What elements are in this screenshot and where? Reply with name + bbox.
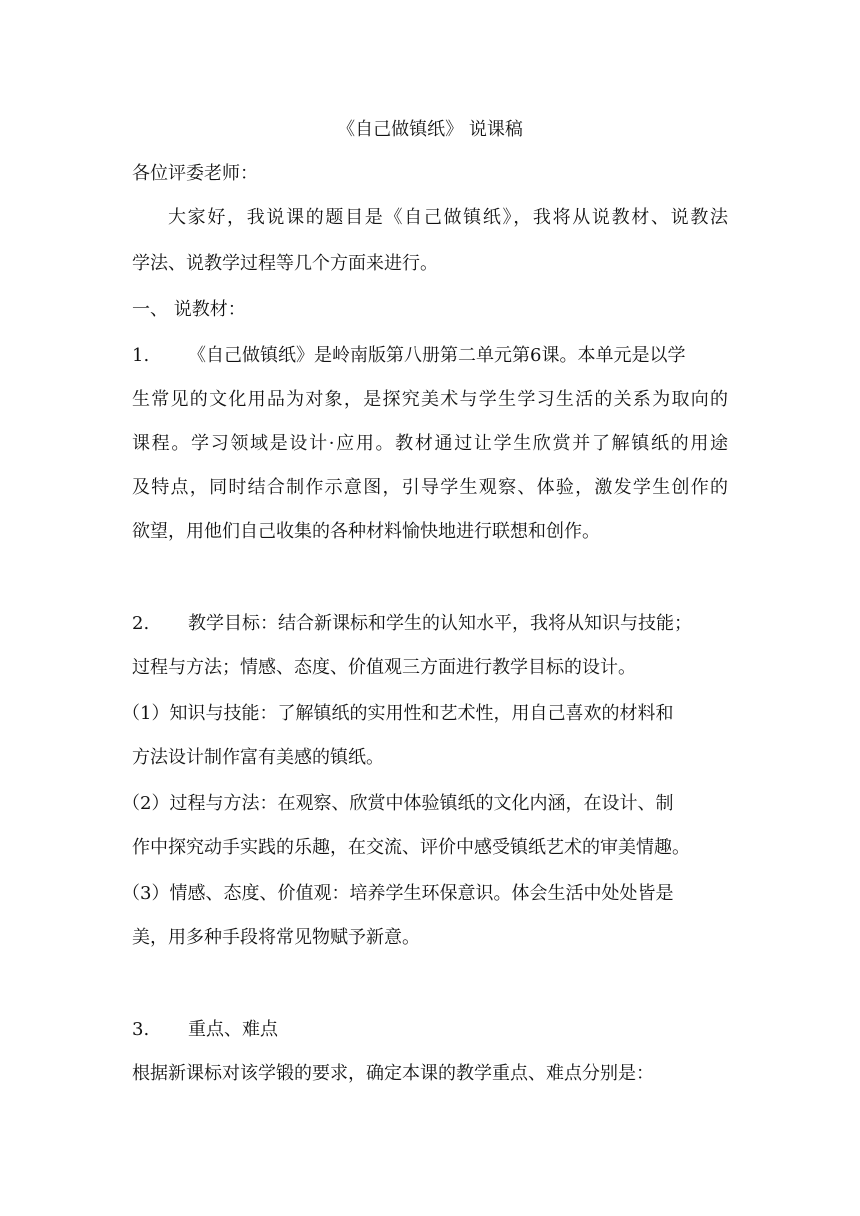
item-1-text: 《自己做镇纸》是岭南版第八册第二单元第6课。本单元是以学: [188, 345, 686, 366]
item-2-number: 2.: [132, 613, 150, 634]
item-1-line: 生常见的文化用品为对象，是探究美术与学生学习生活的关系为取向的: [132, 389, 728, 410]
intro-line-2: 学法、说教学过程等几个方面来进行。: [132, 253, 438, 274]
item-2-text: 教学目标：结合新课标和学生的认知水平，我将从知识与技能；: [188, 613, 692, 634]
item-1-line: 课程。学习领域是设计·应用。教材通过让学生欣赏并了解镇纸的用途: [132, 433, 728, 454]
item-1-number: 1.: [132, 345, 150, 366]
goal-1-line-2: 方法设计制作富有美感的镇纸。: [132, 747, 384, 768]
goal-1-line-1: （1）知识与技能：了解镇纸的实用性和艺术性，用自己喜欢的材料和: [122, 703, 674, 724]
item-2-first-line: [132, 610, 692, 638]
goal-2-line-1: （2）过程与方法：在观察、欣赏中体验镇纸的文化内涵，在设计、制: [122, 793, 674, 814]
item-1-first-line: [132, 342, 685, 370]
section-heading-teaching-material: 一、 说教材：: [132, 299, 246, 320]
item-3-number: 3.: [132, 1019, 150, 1040]
goal-3-line-2: 美，用多种手段将常见物赋予新意。: [132, 927, 420, 948]
item-1-line: 及特点，同时结合制作示意图，引导学生观察、体验，激发学生创作的: [132, 477, 728, 498]
item-3-heading: 重点、难点: [188, 1019, 278, 1040]
item-1-line: 欲望，用他们自己收集的各种材料愉快地进行联想和创作。: [132, 521, 600, 542]
item-3-line: 根据新课标对该学锻的要求，确定本课的教学重点、难点分别是：: [132, 1063, 654, 1084]
item-3-heading-line: [132, 1016, 278, 1044]
intro-line-1: 大家好，我说课的题目是《自己做镇纸》，我将从说教材、说教法: [168, 207, 728, 228]
goal-2-line-2: 作中探究动手实践的乐趣，在交流、评价中感受镇纸艺术的审美情趣。: [132, 837, 690, 858]
greeting: 各位评委老师：: [132, 163, 258, 184]
document-title: 《自己做镇纸》 说课稿: [337, 119, 523, 140]
goal-3-line-1: （3）情感、态度、价值观：培养学生环保意识。体会生活中处处皆是: [122, 883, 674, 904]
item-2-line: 过程与方法；情感、态度、价值观三方面进行教学目标的设计。: [132, 657, 636, 678]
